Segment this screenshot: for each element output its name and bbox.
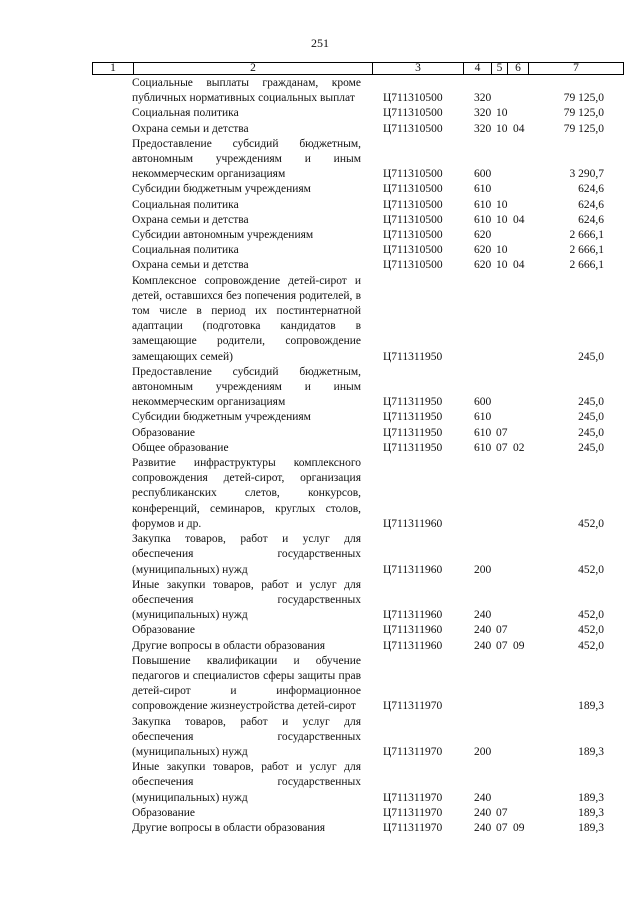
item-name: Иные закупки товаров, работ и услуг для обеспечения государственных (муниципальных) нужд	[132, 578, 361, 622]
amount: 2 666,1	[569, 244, 604, 257]
amount: 189,3	[578, 806, 604, 819]
item-name: Субсидии автономным учреждениям	[132, 229, 314, 242]
expense-type: 200	[474, 563, 492, 576]
header-cell-6: 6	[508, 63, 529, 75]
target-code: Ц711310500	[383, 122, 443, 135]
section-code: 10	[496, 213, 508, 226]
target-code: Ц711310500	[383, 107, 443, 120]
target-code: Ц711310500	[383, 213, 443, 226]
item-name: Охрана семьи и детства	[132, 259, 249, 272]
amount: 3 290,7	[569, 168, 604, 181]
expense-type: 320	[474, 107, 492, 120]
section-code: 07	[496, 426, 508, 439]
header-cell-2: 2	[134, 63, 373, 75]
subsection-code: 04	[513, 259, 525, 272]
expense-type: 240	[474, 791, 492, 804]
amount: 189,3	[578, 745, 604, 758]
section-code: 10	[496, 244, 508, 257]
section-code: 07	[496, 441, 508, 454]
item-name: Повышение квалификации и обучение педагогов и специалистов сферы защиты прав детей-сирот и информационное сопровождение жизнеустройства детей-сирот	[132, 654, 361, 713]
target-code: Ц711311950	[383, 441, 443, 454]
subsection-code: 09	[513, 821, 525, 834]
item-name: Другие вопросы в области образования	[132, 639, 326, 652]
section-code: 10	[496, 107, 508, 120]
section-code: 10	[496, 259, 508, 272]
item-name: Социальная политика	[132, 107, 239, 120]
amount: 624,6	[578, 183, 604, 196]
table-row	[92, 654, 616, 715]
amount: 245,0	[578, 350, 604, 363]
target-code: Ц711311960	[383, 517, 443, 530]
target-code: Ц711310500	[383, 183, 443, 196]
subsection-code: 04	[513, 213, 525, 226]
expense-type: 610	[474, 213, 492, 226]
target-code: Ц711310500	[383, 198, 443, 211]
item-name: Образование	[132, 806, 196, 819]
table-row	[92, 456, 616, 532]
target-code: Ц711311960	[383, 624, 443, 637]
page-number: 251	[311, 36, 329, 50]
expense-type: 320	[474, 92, 492, 105]
amount: 2 666,1	[569, 259, 604, 272]
table-row	[92, 806, 616, 821]
amount: 2 666,1	[569, 229, 604, 242]
subsection-code: 09	[513, 639, 525, 652]
subsection-code: 02	[513, 441, 525, 454]
amount: 624,6	[578, 198, 604, 211]
target-code: Ц711311960	[383, 639, 443, 652]
table-row	[92, 182, 616, 197]
header-cell-3: 3	[373, 63, 464, 75]
target-code: Ц711311970	[383, 791, 443, 804]
table-row	[92, 106, 616, 121]
table-row	[92, 258, 616, 273]
header-cell-7: 7	[529, 63, 624, 75]
target-code: Ц711311950	[383, 350, 443, 363]
table-row	[92, 623, 616, 638]
item-name: Закупка товаров, работ и услуг для обеспечения государственных (муниципальных) нужд	[132, 715, 361, 758]
amount: 452,0	[578, 563, 604, 576]
table-row	[92, 198, 616, 213]
item-name: Охрана семьи и детства	[132, 213, 249, 226]
amount: 79 125,0	[563, 92, 604, 105]
target-code: Ц711311970	[383, 806, 443, 819]
column-header-row	[92, 62, 624, 75]
item-name: Охрана семьи и детства	[132, 122, 249, 135]
expense-type: 620	[474, 229, 492, 242]
section-code: 10	[496, 122, 508, 135]
expense-type: 200	[474, 745, 492, 758]
table-row	[92, 228, 616, 243]
table-row	[92, 213, 616, 228]
expense-type: 600	[474, 168, 492, 181]
table-row	[92, 760, 616, 806]
expense-type: 320	[474, 122, 492, 135]
table-row	[92, 441, 616, 456]
amount: 245,0	[578, 411, 604, 424]
section-code: 07	[496, 639, 508, 652]
amount: 79 125,0	[563, 107, 604, 120]
subsection-code: 04	[513, 122, 525, 135]
expense-type: 610	[474, 441, 492, 454]
target-code: Ц711311950	[383, 411, 443, 424]
expense-type: 240	[474, 821, 492, 834]
table-row	[92, 532, 616, 578]
item-name: Предоставление субсидий бюджетным, автономным учреждениям и иным некоммерческим организациям	[132, 365, 361, 409]
item-name: Закупка товаров, работ и услуг для обеспечения государственных (муниципальных) нужд	[132, 533, 361, 576]
item-name: Субсидии бюджетным учреждениям	[132, 183, 311, 196]
item-name: Развитие инфраструктуры комплексного сопровождения детей-сирот, организация республиканских слетов, конкурсов, конференций, семинаров, круглых столов, форумов и др.	[132, 457, 361, 530]
section-code: 10	[496, 198, 508, 211]
table-row	[92, 76, 616, 106]
amount: 245,0	[578, 396, 604, 409]
target-code: Ц711311970	[383, 821, 443, 834]
budget-table-body	[92, 76, 616, 836]
amount: 452,0	[578, 624, 604, 637]
section-code: 07	[496, 806, 508, 819]
item-name: Субсидии бюджетным учреждениям	[132, 411, 311, 424]
amount: 189,3	[578, 821, 604, 834]
target-code: Ц711311960	[383, 563, 443, 576]
expense-type: 610	[474, 183, 492, 196]
item-name: Образование	[132, 624, 196, 637]
table-row	[92, 274, 616, 365]
table-row	[92, 410, 616, 425]
target-code: Ц711311970	[383, 745, 443, 758]
target-code: Ц711311950	[383, 396, 443, 409]
item-name: Социальная политика	[132, 198, 239, 211]
item-name: Иные закупки товаров, работ и услуг для обеспечения государственных (муниципальных) нужд	[132, 761, 361, 804]
item-name: Социальная политика	[132, 244, 239, 257]
item-name: Общее образование	[132, 441, 229, 454]
table-row	[92, 715, 616, 761]
amount: 189,3	[578, 700, 604, 713]
item-name: Комплексное сопровождение детей-сирот и детей, оставшихся без попечения родителей, в том числе в период их постинтернатной адаптации (подготовка кандидатов в замещающие родители, сопровождение замещающих семей)	[132, 274, 361, 363]
target-code: Ц711310500	[383, 92, 443, 105]
item-name: Другие вопросы в области образования	[132, 821, 326, 834]
item-name: Образование	[132, 426, 196, 439]
table-row	[92, 122, 616, 137]
table-row	[92, 821, 616, 836]
expense-type: 610	[474, 426, 492, 439]
header-cell-4: 4	[464, 63, 492, 75]
expense-type: 610	[474, 411, 492, 424]
amount: 452,0	[578, 609, 604, 622]
item-name: Социальные выплаты гражданам, кроме публичных нормативных социальных выплат	[132, 77, 361, 105]
expense-type: 240	[474, 806, 492, 819]
amount: 624,6	[578, 213, 604, 226]
expense-type: 600	[474, 396, 492, 409]
target-code: Ц711310500	[383, 244, 443, 257]
section-code: 07	[496, 624, 508, 637]
target-code: Ц711311950	[383, 426, 443, 439]
expense-type: 620	[474, 244, 492, 257]
item-name: Предоставление субсидий бюджетным, автономным учреждениям и иным некоммерческим организациям	[132, 137, 361, 181]
amount: 452,0	[578, 639, 604, 652]
amount: 189,3	[578, 791, 604, 804]
amount: 245,0	[578, 441, 604, 454]
target-code: Ц711310500	[383, 168, 443, 181]
table-row	[92, 639, 616, 654]
table-row	[92, 243, 616, 258]
table-row	[92, 137, 616, 183]
amount: 79 125,0	[563, 122, 604, 135]
expense-type: 240	[474, 624, 492, 637]
expense-type: 240	[474, 609, 492, 622]
target-code: Ц711310500	[383, 229, 443, 242]
table-row	[92, 426, 616, 441]
target-code: Ц711311970	[383, 700, 443, 713]
expense-type: 620	[474, 259, 492, 272]
target-code: Ц711310500	[383, 259, 443, 272]
amount: 452,0	[578, 517, 604, 530]
table-row	[92, 365, 616, 411]
header-cell-5: 5	[492, 63, 508, 75]
expense-type: 240	[474, 639, 492, 652]
expense-type: 610	[474, 198, 492, 211]
amount: 245,0	[578, 426, 604, 439]
table-row	[92, 578, 616, 624]
section-code: 07	[496, 821, 508, 834]
header-cell-1: 1	[93, 63, 134, 75]
target-code: Ц711311960	[383, 609, 443, 622]
